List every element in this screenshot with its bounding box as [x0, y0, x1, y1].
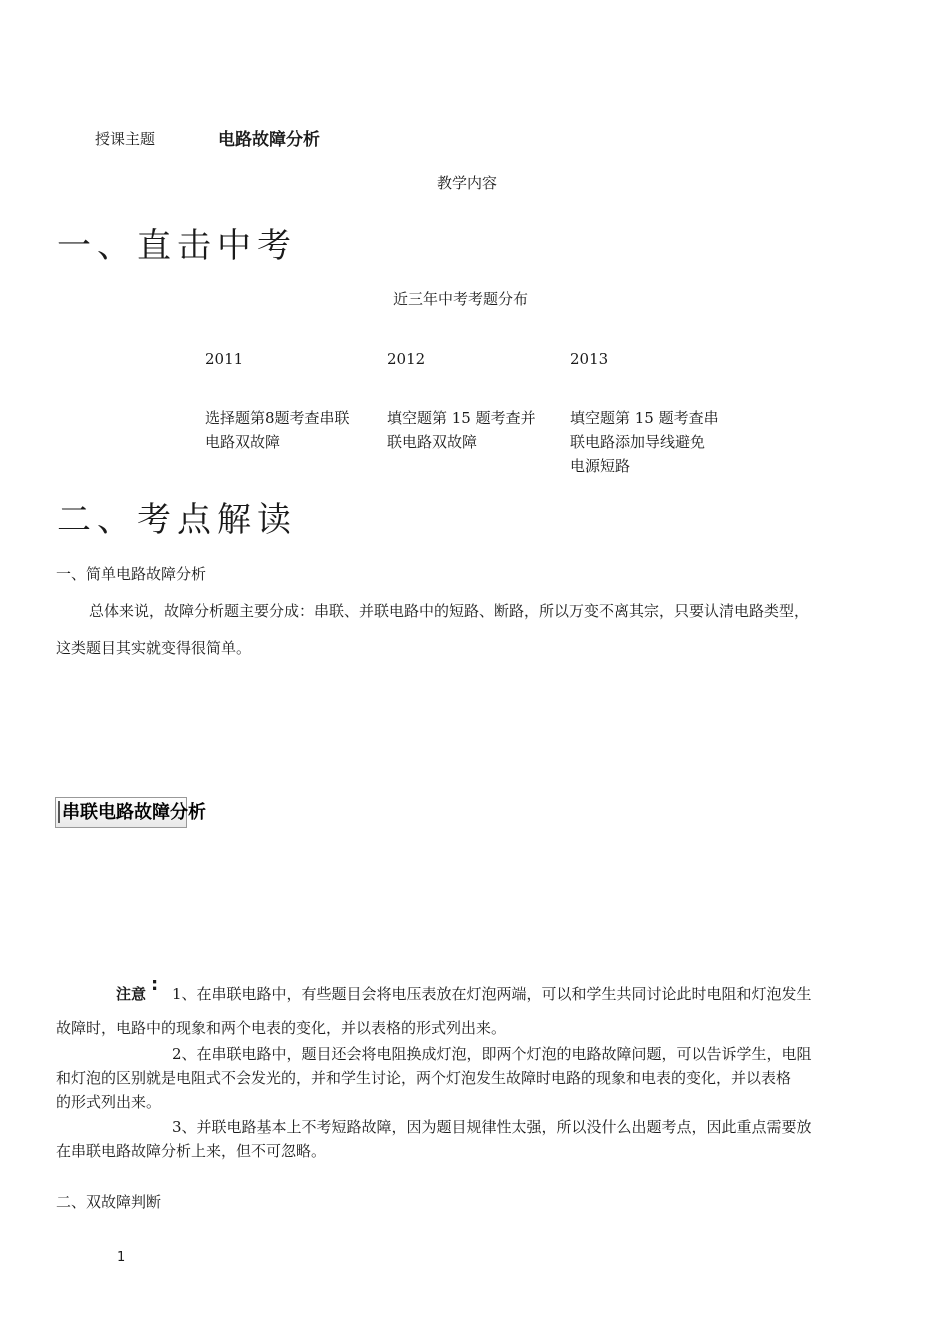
- item-2011-line: 电路双故障: [205, 433, 281, 451]
- subheading-1: 一、简单电路故障分析: [56, 565, 207, 583]
- item-2012: [387, 406, 536, 454]
- note-label: 注意: [116, 985, 147, 1003]
- item-2011: [205, 406, 350, 454]
- table-title: 近三年中考考题分布: [393, 290, 529, 308]
- note3-line2: 在串联电路故障分析上来，但不可忽略。: [56, 1142, 327, 1160]
- note2-line2: 和灯泡的区别就是电阻式不会发光的，并和学生讨论，两个灯泡发生故障时电路的现象和电表的变化，并以表格: [56, 1069, 792, 1087]
- year-2013: 2013: [570, 350, 609, 368]
- section1-heading: 一、直击中考: [57, 226, 297, 266]
- para1-line2: 这类题目其实就变得很简单。: [56, 639, 252, 657]
- series-fault-badge: 串联电路故障分析: [55, 797, 187, 828]
- note-colon: :: [151, 974, 159, 995]
- content-label: 教学内容: [437, 174, 498, 192]
- subheading-2: 二、双故障判断: [56, 1193, 162, 1211]
- year-2011: 2011: [205, 350, 244, 368]
- item-2013-line: 填空题第 15 题考查串: [570, 409, 719, 427]
- note3-line1: 3、并联电路基本上不考短路故障，因为题目规律性太强，所以没什么出题考点，因此重点需要放: [172, 1118, 812, 1136]
- item-2012-line: 填空题第 15 题考查并: [387, 409, 536, 427]
- note2-line3: 的形式列出来。: [56, 1093, 162, 1111]
- topic-value: 电路故障分析: [218, 130, 320, 150]
- item-2013: [570, 406, 719, 478]
- note1-line2: 故障时，电路中的现象和两个电表的变化，并以表格的形式列出来。: [56, 1019, 507, 1037]
- note1-line1: 1、在串联电路中，有些题目会将电压表放在灯泡两端，可以和学生共同讨论此时电阻和灯泡发生: [172, 985, 812, 1003]
- note2-line1: 2、在串联电路中，题目还会将电阻换成灯泡，即两个灯泡的电路故障问题，可以告诉学生，电阻: [172, 1045, 812, 1063]
- page-number: 1: [117, 1250, 126, 1265]
- item-2012-line: 联电路双故障: [387, 433, 478, 451]
- section2-heading: 二、考点解读: [57, 500, 297, 540]
- item-2013-line: 电源短路: [570, 457, 631, 475]
- para1-line1: 总体来说，故障分析题主要分成：串联、并联电路中的短路、断路，所以万变不离其宗，只要认清电路类型，: [89, 602, 810, 620]
- item-2011-line: 选择题第8题考查串联: [205, 409, 350, 427]
- topic-label: 授课主题: [95, 130, 156, 148]
- item-2013-line: 联电路添加导线避免: [570, 433, 706, 451]
- year-2012: 2012: [387, 350, 426, 368]
